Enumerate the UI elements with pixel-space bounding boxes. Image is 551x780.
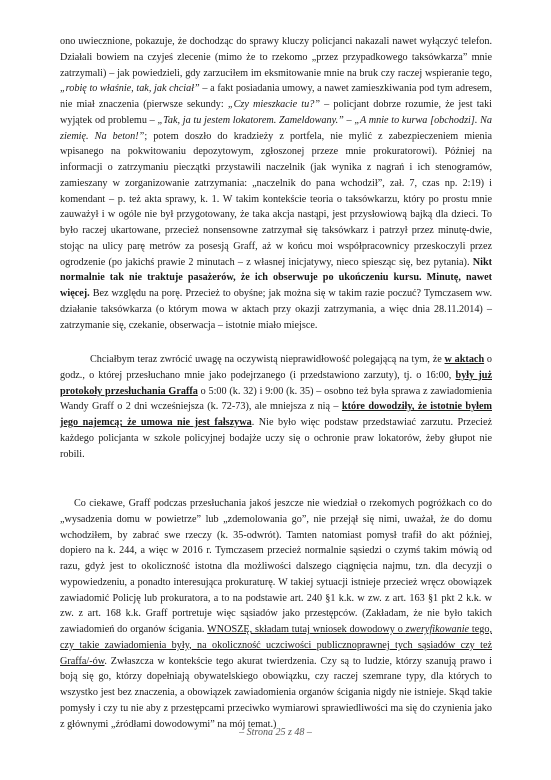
text-span: – policjant dobrze rozumie, że jest taki wyjątek od problemu – xyxy=(60,99,492,126)
text-span: – a fakt posiadania umowy, a nawet zamieszkiwania pod tym adresem, nie miał znaczenia (pierwsze sekundy: xyxy=(60,83,493,110)
bold-underlined-text: w aktach xyxy=(444,354,485,365)
text-span: Chciałbym teraz zwrócić uwagę na oczywistą nieprawidłowość polegającą na tym, że xyxy=(90,354,445,365)
underlined-motion: tego, czy takie zawiadomienia były, na okoliczność uczciwości publicznoprawnej tych sąsiadów czy też Graffa/-ów xyxy=(60,624,493,667)
bold-underlined-text: były już protokoły przesłuchania Graffa xyxy=(60,369,492,397)
text-span: o godz., o której przesłuchano mnie jako podejrzanego (i przedstawiono zarzuty), tj. o 16:00, xyxy=(60,354,492,381)
bold-underlined-text: które dowodziły, że istotnie byłem jego najemcą; że umowa nie jest fałszywa xyxy=(60,401,492,428)
underlined-motion: WNOSZĘ, składam tutaj wniosek dowodowy o xyxy=(207,624,406,635)
text-span: . Nie było więc podstaw przedstawiać zarzutu. Przecież każdego policjanta w szkole policyjnej bodajże uczy się o ochronie praw lokatorów, żeby głupot nie robili. xyxy=(60,417,492,460)
quote-italic: „Tak, ja tu jestem lokatorem. Zameldowany.” – „A mnie to kurwa [obchodzi]. Na ziemię. Na beton!” xyxy=(60,114,492,142)
text-span: Bez względu na porę. Przecież to obyśne; jak można się w takim razie poczuć? Tymczasem ww. działanie taksówkarza (o którym mowa w aktach przy okazji zatrzymania, a więc dnia 28.11.2014) – zatrzymanie się, czekanie, obserwacja – istotnie miało miejsce. xyxy=(60,288,492,331)
text-span: o 5:00 (k. 32) i 9:00 (k. 35) – osobno też była sprawa z zawiadomienia Wandy Graff o 2 dni wcześniejsza (k. 72-73), ale mniejsza z nią – xyxy=(60,385,492,413)
paragraph-2 xyxy=(60,352,492,462)
underlined-italic-word: zweryfikowanie xyxy=(405,624,470,635)
text-span: Co ciekawe, Graff podczas przesłuchania jakoś jeszcze nie wiedział o rzekomych pogróżkach co do „wysadzenia domu w powietrze” lub „zdemolowania go”, nie przejął się nimi, uważał, że do domu wchodziłem, by zabrać swe rzeczy (k. 35-odwrót). Tamten natomiast pomysł trafił do akt później, dopiero na k. 244, a więc w 2016 r. Tymczasem przecież normalnie sąsiedzi o czymś takim mówią od razu, gdyż jest to okoliczność istotna dla możliwości dalszego ciągnięcia najmu, tzn. dla decyzji o wypowiedzeniu, a ponadto interesująca prokuraturę. W takiej sytuacji istnieje przecież wręcz obowiązek zawiadomić Policję lub prokuratora, a to na podstawie art. 240 §1 k.k. w zw. z art. 163 §1 pkt 2 k.k. w zw. z art. 168 k.k. Graff portretuje więc sąsiadów jako przestępców. (Zakładam, że nie było takich zawiadomień do organów ścigania. xyxy=(60,498,492,635)
paragraph-1 xyxy=(60,34,492,333)
page-number-footer: – Strona 25 z 48 – xyxy=(239,727,312,738)
quote-italic: „robię to właśnie, tak, jak chciał” xyxy=(60,83,200,95)
paragraph-3 xyxy=(60,496,492,732)
text-span: ono uwiecznione, pokazuje, że dochodząc do sprawy kluczy policjanci nakazali nawet wyłączyć telefon. Działali bowiem na czyjeś zlecenie (mimo że to rzekomo „przez przypadkowego taksówkarza” mnie zatrzymali) – jak powiedzieli, gdy zarzuciłem im eksmitowanie mnie na bruk czy raczej wspieranie tego, xyxy=(60,36,492,79)
text-span: . Zwłaszcza w kontekście tego akurat twierdzenia. Czy są to ludzie, którzy szanują prawo i boją się go, którzy dopełniają obywatelskiego obowiązku, czy raczej szemrane typy, dla których to wszystko jest bez znaczenia, a obowiązek zawiadomienia organów ścigania nigdy nie istnieje. Skąd takie pomysły i czy tu nie aby z przestępcami przeciwko wymiarowi sprawiedliwości ma się do czynienia jako z głównymi „źródłami dowodowymi” na mój temat.) xyxy=(60,655,492,730)
quote-italic: „Czy mieszkacie tu?” xyxy=(227,99,320,110)
text-span: ; potem doszło do kradzieży z portfela, nie mylić z zabezpieczeniem mienia wpisanego na pokwitowaniu depozytowym, zgłoszonej przeze mnie prokuratorowi). Później na informacji o zatrzymaniu pieczątki przystawili naczelnik (jak wynika z nagrań i ich stenogramów, zamieszany w zorganizowanie zatrzymania: „naczelnik do pana wchodził”, zał. 7, czas np. 2:19) i komendant – p. też akta sprawy, k. 1. W takim kontekście teoria o taksówkarzu, który po prostu mnie zauważył i w ogóle nie był przygotowany, że taka akcja nastąpi, jest przysłowiową bajką dla dzieci. To było raczej ukartowane, przecież nonsensowne zatrzymał się taksówkarz i patrzył przez minutę-dwie, stojąc na ulicy parę metrów za posesją Graff, aż w końcu moi współpracownicy przeskoczyli przez ogrodzenie (po jakichś prawie 2 minutach – z własnej inicjatywy, nieco spiesząc się, bez pytania). xyxy=(60,130,492,268)
bold-statement: Nikt normalnie tak nie traktuje pasażerów, że ich obserwuje po ukończeniu kursu. Minutę, nawet więcej. xyxy=(60,256,492,299)
